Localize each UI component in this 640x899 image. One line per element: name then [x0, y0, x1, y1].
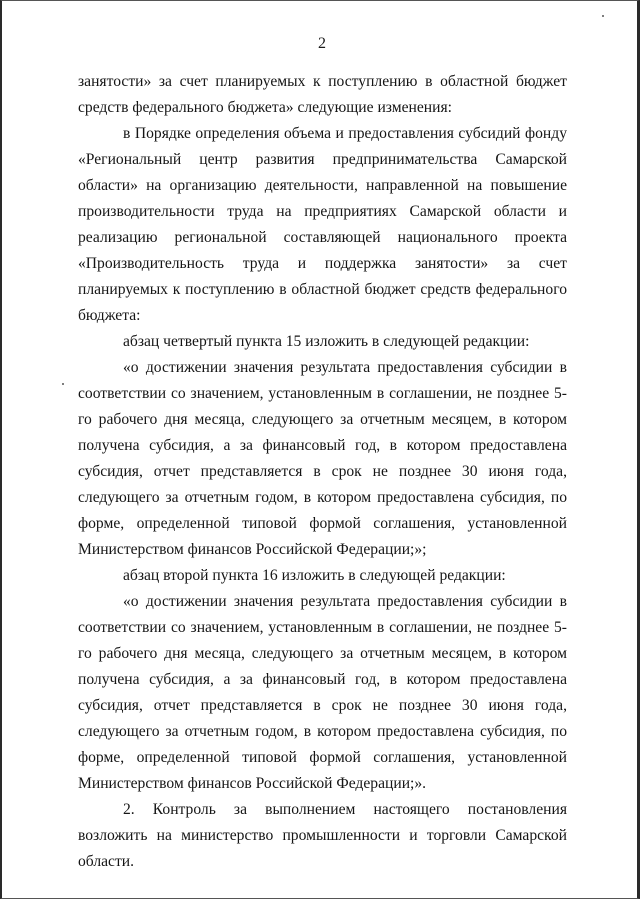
paragraph-7: 2. Контроль за выполнением настоящего постановления возложить на министерство промышленности и торговли Самарской области.	[78, 801, 567, 870]
paragraph-2: в Порядке определения объема и предоставления субсидий фонду «Региональный центр развития предпринимательства Самарской области» на организацию деятельности, направленной на повышение производительности труда на предприятиях Самарской области и реализацию региональной составляющей национального проекта «Производительность труда и поддержка занятости» за счет планируемых к поступлению в областной бюджет средств федерального бюджета:	[78, 125, 567, 324]
scan-speck	[602, 15, 604, 17]
paragraph-5: абзац второй пункта 16 изложить в следующей редакции:	[123, 567, 506, 584]
paragraph-1: занятости» за счет планируемых к поступлению в областной бюджет средств федерального бюджета» следующие изменения:	[78, 73, 567, 116]
paragraph-6: «о достижении значения результата предоставления субсидии в соответствии со значением, установленным в соглашении, не позднее 5-го рабочего дня месяца, следующего за отчетным месяцем, в котором получена субсидия, а за финансовый год, в котором предоставлена субсидия, отчет представляется в срок не позднее 30 июня года, следующего за отчетным годом, в котором предоставлена субсидия, по форме, определенной типовой формой соглашения, установленной Министерством финансов Российской Федерации;».	[78, 593, 567, 792]
document-body	[78, 69, 567, 875]
paragraph-3: абзац четвертый пункта 15 изложить в следующей редакции:	[123, 333, 530, 350]
paragraph-4: «о достижении значения результата предоставления субсидии в соответствии со значением, установленным в соглашении, не позднее 5-го рабочего дня месяца, следующего за отчетным месяцем, в котором получена субсидия, а за финансовый год, в котором предоставлена субсидия, отчет представляется в срок не позднее 30 июня года, следующего за отчетным годом, в котором предоставлена субсидия, по форме, определенной типовой формой соглашения, установленной Министерством финансов Российской Федерации;»;	[78, 359, 567, 558]
scan-speck	[62, 383, 64, 385]
page-number: 2	[318, 35, 326, 52]
